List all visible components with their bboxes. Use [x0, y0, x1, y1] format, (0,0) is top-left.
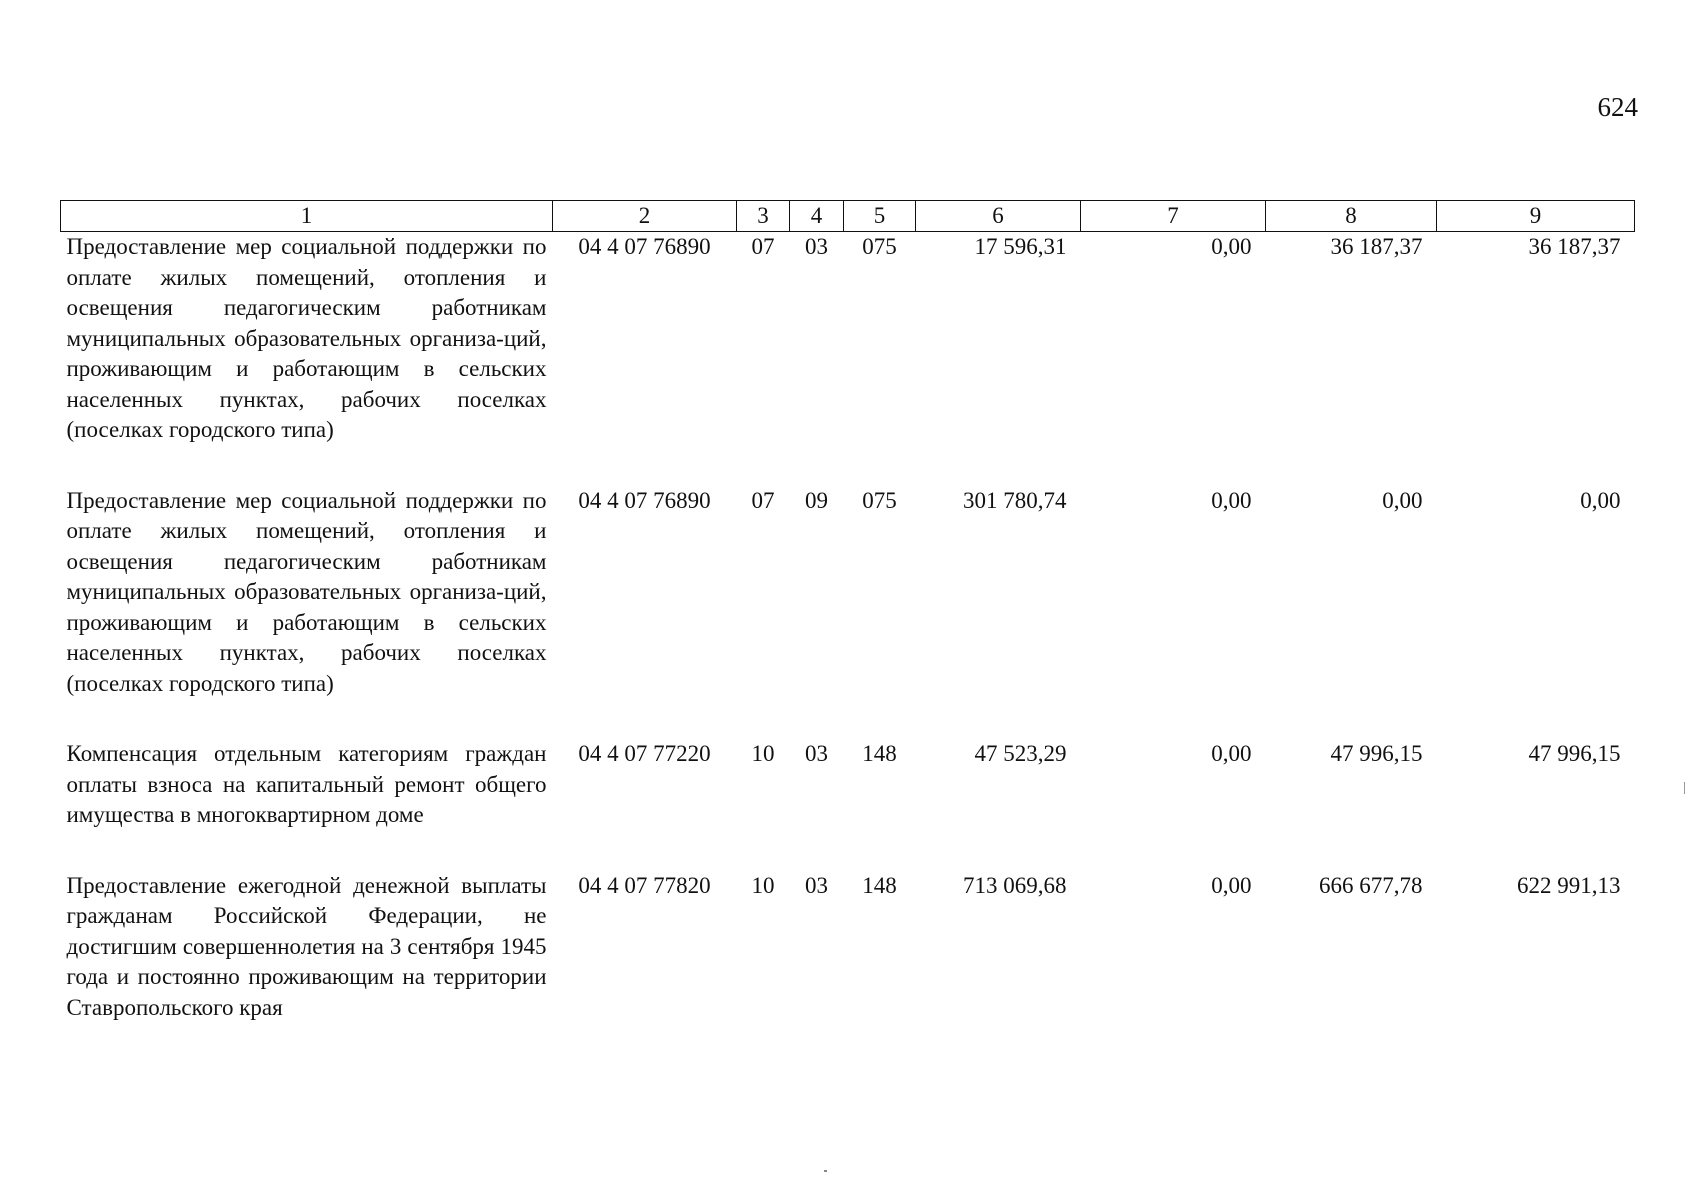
- row-code: 04 4 07 77220: [578, 741, 711, 766]
- table-header: [61, 201, 1635, 232]
- row-col-6: 301 780,74: [963, 487, 1067, 513]
- row-code: 04 4 07 77820: [578, 872, 711, 898]
- header-col-8: 8: [1266, 201, 1437, 232]
- table-row: [61, 486, 1635, 700]
- row-col-5: 148: [862, 741, 897, 766]
- row-col-5: 075: [862, 234, 897, 259]
- row-col-7: 0,00: [1211, 487, 1252, 513]
- row-col-7: 0,00: [1211, 741, 1252, 766]
- row-col-4: 03: [805, 872, 828, 898]
- row-spacer: [61, 699, 1635, 739]
- header-col-9: 9: [1437, 201, 1635, 232]
- row-spacer: [61, 446, 1635, 486]
- row-col-7: 0,00: [1211, 234, 1252, 259]
- table-row: [61, 739, 1635, 831]
- row-col-5: 075: [862, 487, 897, 513]
- row-col-3: 10: [751, 741, 775, 766]
- header-col-4: 4: [790, 201, 844, 232]
- row-col-9: 622 991,13: [1517, 872, 1621, 898]
- row-col-6: 47 523,29: [974, 741, 1067, 766]
- row-col-3: 10: [751, 872, 775, 898]
- row-code: 04 4 07 76890: [578, 234, 711, 259]
- budget-table-container: [60, 200, 1634, 1023]
- scan-margin-mark: [1684, 782, 1685, 794]
- row-col-4: 09: [805, 487, 828, 513]
- row-col-3: 07: [751, 487, 775, 513]
- row-col-8: 36 187,37: [1330, 234, 1423, 259]
- row-name: Предоставление мер социальной поддержки по оплате жилых помещений, отопления и освещения педагогическим работникам муниципальных образовательных организа-ций, проживающим и работающим в сельских населенных пунктах, рабочих поселках (поселках городского типа): [66, 234, 547, 442]
- row-name: Предоставление ежегодной денежной выплаты гражданам Российской Федерации, не достигшим совершеннолетия на 3 сентября 1945 года и постоянно проживающим на территории Ставропольского края: [66, 872, 547, 1020]
- row-col-4: 03: [805, 741, 828, 766]
- header-col-2: 2: [553, 201, 737, 232]
- row-name: Компенсация отдельным категориям граждан оплаты взноса на капитальный ремонт общего имущества в многоквартирном доме: [66, 741, 547, 827]
- row-col-5: 148: [862, 872, 897, 898]
- table-row: [61, 871, 1635, 1024]
- row-col-9: 47 996,15: [1528, 741, 1621, 766]
- page-number: 624: [1597, 92, 1638, 122]
- row-col-4: 03: [805, 234, 828, 259]
- header-row: [61, 201, 1635, 232]
- row-col-9: 36 187,37: [1528, 234, 1621, 259]
- row-col-6: 713 069,68: [963, 872, 1067, 898]
- row-col-7: 0,00: [1211, 872, 1252, 898]
- table-row: [61, 232, 1635, 446]
- row-col-6: 17 596,31: [974, 234, 1067, 259]
- row-spacer: [61, 831, 1635, 871]
- table-body: [61, 232, 1635, 1024]
- row-col-9: 0,00: [1580, 487, 1621, 513]
- header-col-1: 1: [61, 201, 553, 232]
- row-code: 04 4 07 76890: [578, 487, 711, 513]
- row-col-8: 666 677,78: [1319, 872, 1423, 898]
- header-col-5: 5: [844, 201, 916, 232]
- header-col-3: 3: [737, 201, 790, 232]
- header-col-6: 6: [916, 201, 1081, 232]
- header-col-7: 7: [1081, 201, 1266, 232]
- row-col-8: 47 996,15: [1330, 741, 1423, 766]
- row-col-8: 0,00: [1382, 487, 1423, 513]
- row-name: Предоставление мер социальной поддержки по оплате жилых помещений, отопления и освещения педагогическим работникам муниципальных образовательных организа-ций, проживающим и работающим в сельских населенных пунктах, рабочих поселках (поселках городского типа): [66, 487, 547, 696]
- budget-table: [60, 200, 1635, 1023]
- scan-dust-mark: [824, 1170, 827, 1172]
- row-col-3: 07: [751, 234, 775, 259]
